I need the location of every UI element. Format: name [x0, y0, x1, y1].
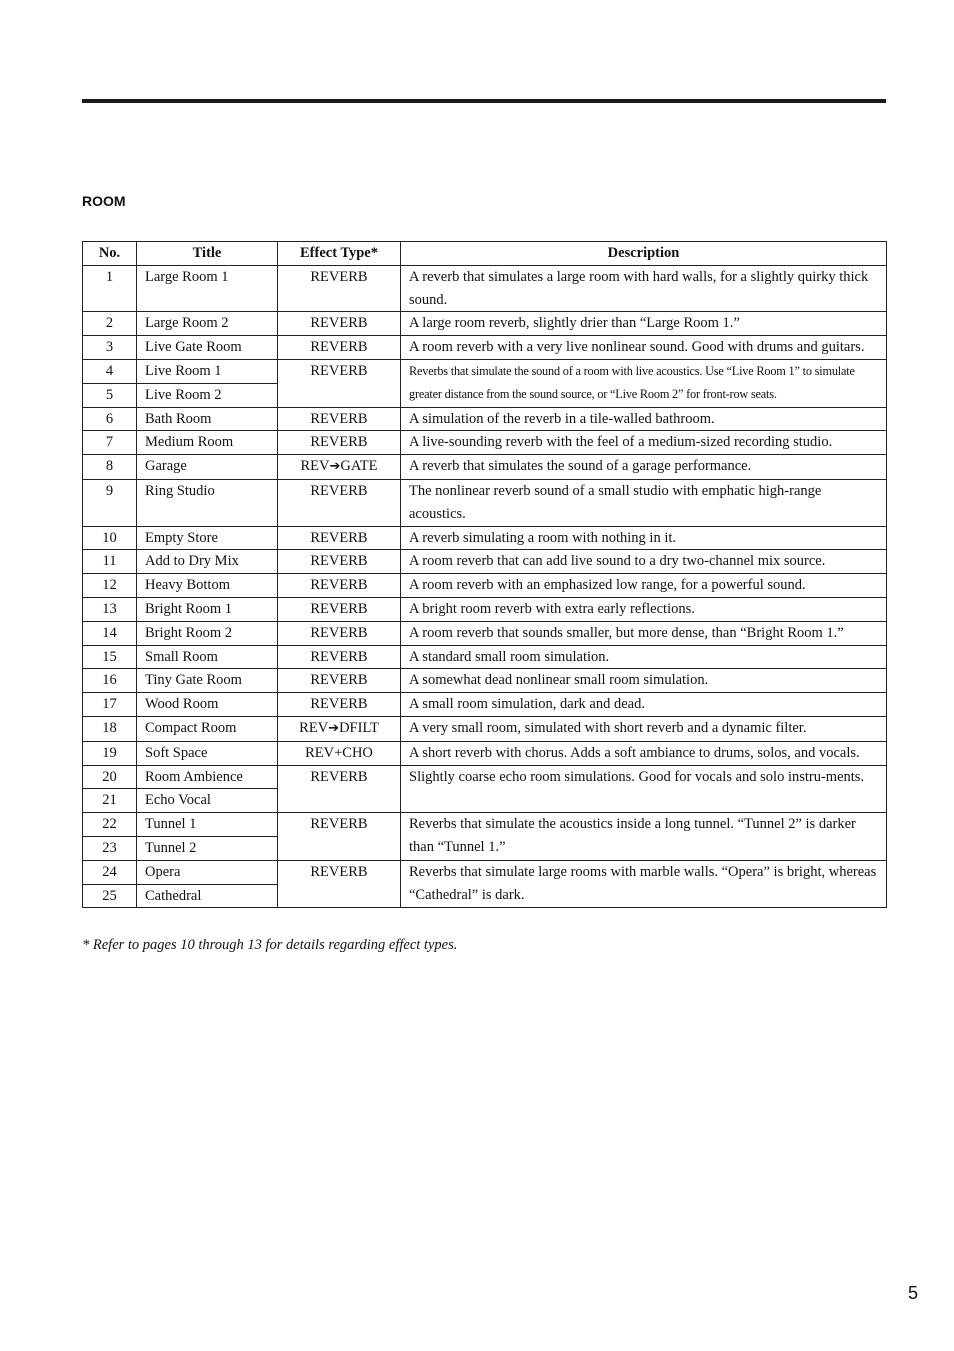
effect-type: REVERB: [278, 312, 401, 336]
effect-type: REVERB: [278, 813, 401, 861]
header-title: Title: [137, 242, 278, 266]
effect-type: REVERB: [278, 645, 401, 669]
table-row: [83, 336, 887, 360]
table-row: [83, 455, 887, 480]
table-row: [83, 716, 887, 741]
preset-title: Tunnel 1: [137, 813, 278, 837]
header-effect-type: Effect Type*: [278, 242, 401, 266]
effect-type: REVERB: [278, 621, 401, 645]
preset-number: 24: [83, 860, 137, 884]
effect-type: REVERB: [278, 574, 401, 598]
effect-type-part: DFILT: [339, 719, 379, 736]
effect-type: REVERB: [278, 693, 401, 717]
preset-title: Opera: [137, 860, 278, 884]
table-row: [83, 312, 887, 336]
preset-description: Reverbs that simulate the acoustics inside a long tunnel. “Tunnel 2” is darker than “Tunnel 1.”: [401, 813, 887, 861]
preset-number: 16: [83, 669, 137, 693]
page-number: 5: [907, 1283, 918, 1303]
preset-title: Add to Dry Mix: [137, 550, 278, 574]
table-row: [83, 597, 887, 621]
arrow-right-icon: ➔: [329, 459, 341, 475]
table-row: [83, 431, 887, 455]
table-row: [83, 574, 887, 598]
preset-description: A very small room, simulated with short reverb and a dynamic filter.: [401, 716, 887, 741]
preset-description: A live-sounding reverb with the feel of a medium-sized recording studio.: [401, 431, 887, 455]
preset-title: Live Gate Room: [137, 336, 278, 360]
preset-number: 5: [83, 383, 137, 407]
effect-type: REVERB: [278, 526, 401, 550]
preset-description: A large room reverb, slightly drier than “Large Room 1.”: [401, 312, 887, 336]
preset-title: Heavy Bottom: [137, 574, 278, 598]
table-row: [83, 669, 887, 693]
preset-title: Large Room 2: [137, 312, 278, 336]
footnote: * Refer to pages 10 through 13 for details regarding effect types.: [82, 937, 458, 953]
preset-number: 18: [83, 716, 137, 741]
preset-number: 4: [83, 359, 137, 383]
table-row: [83, 265, 887, 312]
preset-title: Wood Room: [137, 693, 278, 717]
effect-type: REVERB: [278, 336, 401, 360]
preset-description: A standard small room simulation.: [401, 645, 887, 669]
table-row: [83, 860, 887, 884]
preset-number: 13: [83, 597, 137, 621]
preset-number: 9: [83, 479, 137, 526]
effect-type: REVERB: [278, 265, 401, 312]
arrow-right-icon: ➔: [328, 720, 340, 736]
effect-type: REVERB: [278, 669, 401, 693]
preset-title: Echo Vocal: [137, 789, 278, 813]
preset-number: 10: [83, 526, 137, 550]
preset-title: Empty Store: [137, 526, 278, 550]
table-row: [83, 765, 887, 789]
effect-type: REVERB: [278, 765, 401, 813]
preset-title: Bright Room 2: [137, 621, 278, 645]
preset-number: 7: [83, 431, 137, 455]
preset-number: 1: [83, 265, 137, 312]
preset-number: 25: [83, 884, 137, 908]
preset-number: 21: [83, 789, 137, 813]
preset-description: A room reverb with an emphasized low range, for a powerful sound.: [401, 574, 887, 598]
preset-title: Bath Room: [137, 407, 278, 431]
preset-title: Cathedral: [137, 884, 278, 908]
effect-type: REVERB: [278, 359, 401, 407]
table-row: [83, 693, 887, 717]
preset-number: 2: [83, 312, 137, 336]
table-row: [83, 621, 887, 645]
table-row: [83, 526, 887, 550]
table-row: [83, 407, 887, 431]
preset-description: The nonlinear reverb sound of a small studio with emphatic high-range acoustics.: [401, 479, 887, 526]
preset-number: 23: [83, 836, 137, 860]
table-header-row: [83, 242, 887, 266]
effect-type-part: GATE: [340, 458, 378, 475]
table-row: [83, 645, 887, 669]
table-row: [83, 741, 887, 765]
table-row: [83, 550, 887, 574]
preset-title: Garage: [137, 455, 278, 480]
preset-number: 14: [83, 621, 137, 645]
effect-type-part: REV: [299, 719, 329, 736]
preset-number: 6: [83, 407, 137, 431]
table-row: [83, 479, 887, 526]
preset-description: A reverb simulating a room with nothing in it.: [401, 526, 887, 550]
preset-description: A room reverb that sounds smaller, but more dense, than “Bright Room 1.”: [401, 621, 887, 645]
effect-type: REVERB: [278, 407, 401, 431]
preset-number: 8: [83, 455, 137, 480]
header-description: Description: [401, 242, 887, 266]
preset-number: 12: [83, 574, 137, 598]
preset-title: Ring Studio: [137, 479, 278, 526]
preset-title: Soft Space: [137, 741, 278, 765]
preset-title: Bright Room 1: [137, 597, 278, 621]
preset-description: A room reverb with a very live nonlinear sound. Good with drums and guitars.: [401, 336, 887, 360]
effect-type: REVERB: [278, 479, 401, 526]
preset-description: A reverb that simulates a large room with hard walls, for a slightly quirky thick sound.: [401, 265, 887, 312]
header-no: No.: [83, 242, 137, 266]
preset-description: A simulation of the reverb in a tile-walled bathroom.: [401, 407, 887, 431]
preset-title: Live Room 1: [137, 359, 278, 383]
preset-title: Live Room 2: [137, 383, 278, 407]
effect-type: REVERB: [278, 597, 401, 621]
preset-number: 22: [83, 813, 137, 837]
preset-description: A reverb that simulates the sound of a garage performance.: [401, 455, 887, 480]
effect-type: [278, 716, 401, 741]
table-row: [83, 359, 887, 383]
preset-title: Small Room: [137, 645, 278, 669]
effect-type: REVERB: [278, 431, 401, 455]
preset-number: 3: [83, 336, 137, 360]
preset-number: 11: [83, 550, 137, 574]
preset-number: 20: [83, 765, 137, 789]
preset-description: Reverbs that simulate the sound of a room with live acoustics. Use “Live Room 1” to simulate greater distance from the sound source, or “Live Room 2” for front-row seats.: [401, 359, 887, 407]
preset-description: A small room simulation, dark and dead.: [401, 693, 887, 717]
preset-description: A bright room reverb with extra early reflections.: [401, 597, 887, 621]
preset-number: 19: [83, 741, 137, 765]
preset-number: 15: [83, 645, 137, 669]
section-title: ROOM: [82, 193, 126, 209]
effect-type: REV+CHO: [278, 741, 401, 765]
preset-number: 17: [83, 693, 137, 717]
top-rule: [82, 99, 886, 103]
effect-type: REVERB: [278, 860, 401, 908]
table-row: [83, 813, 887, 837]
preset-title: Room Ambience: [137, 765, 278, 789]
preset-description: A short reverb with chorus. Adds a soft ambiance to drums, solos, and vocals.: [401, 741, 887, 765]
preset-title: Compact Room: [137, 716, 278, 741]
effect-type-part: REV: [300, 458, 330, 475]
effect-type: REVERB: [278, 550, 401, 574]
preset-title: Large Room 1: [137, 265, 278, 312]
effects-table: [82, 241, 887, 908]
preset-description: A somewhat dead nonlinear small room simulation.: [401, 669, 887, 693]
preset-description: A room reverb that can add live sound to a dry two-channel mix source.: [401, 550, 887, 574]
preset-title: Tiny Gate Room: [137, 669, 278, 693]
preset-title: Medium Room: [137, 431, 278, 455]
preset-description: Slightly coarse echo room simulations. Good for vocals and solo instru-ments.: [401, 765, 887, 813]
preset-description: Reverbs that simulate large rooms with marble walls. “Opera” is bright, whereas “Cathedral” is dark.: [401, 860, 887, 908]
effect-type: [278, 455, 401, 480]
preset-title: Tunnel 2: [137, 836, 278, 860]
